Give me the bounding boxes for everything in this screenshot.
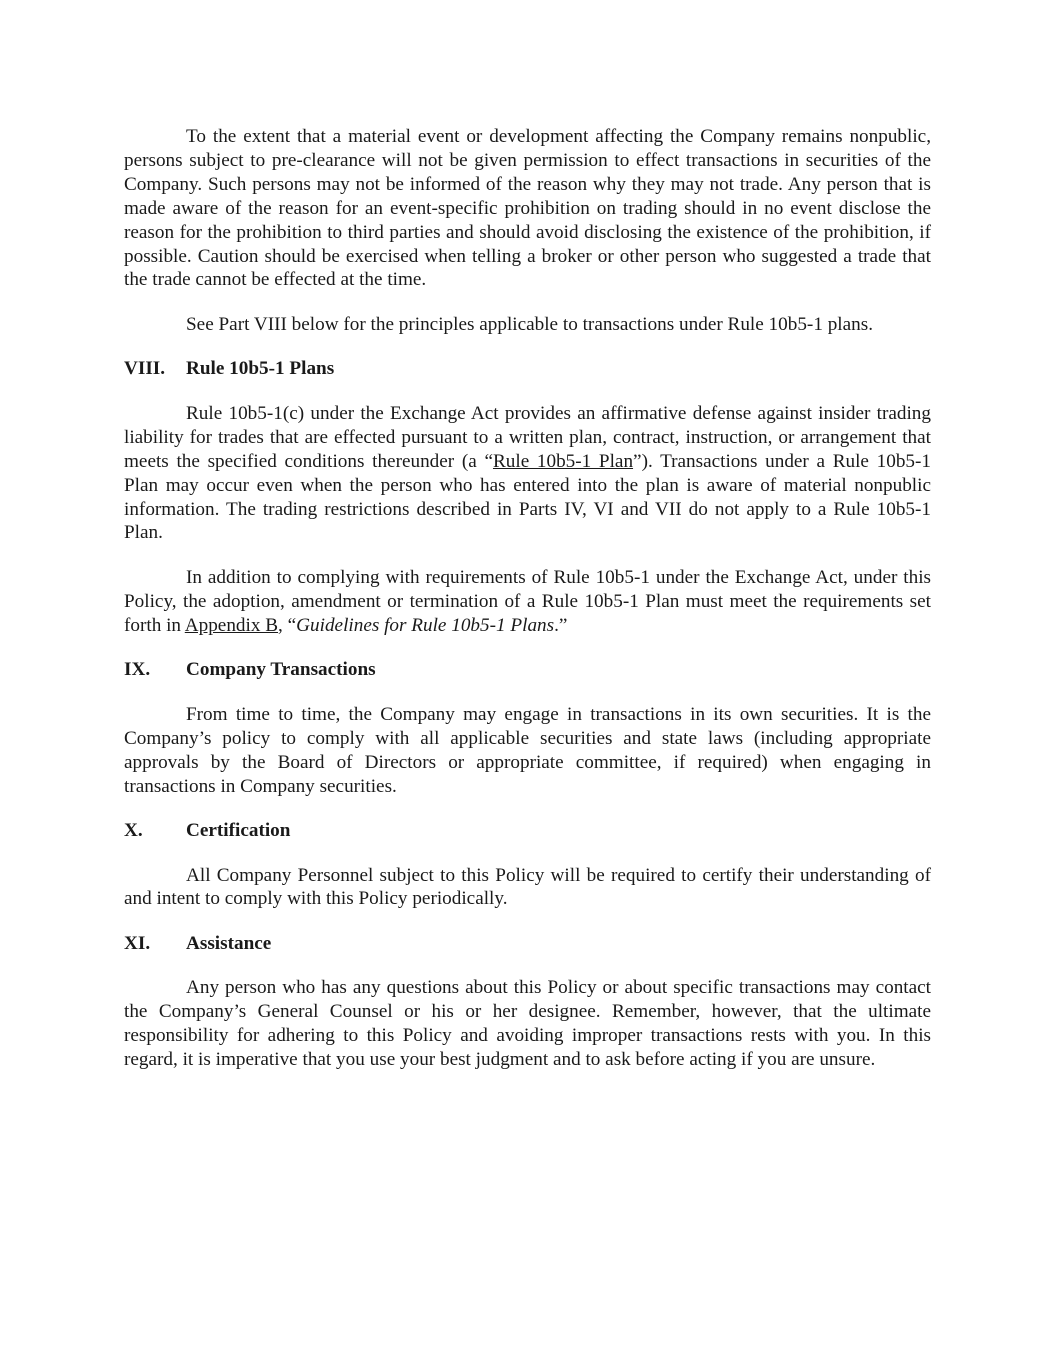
section-title: Certification <box>186 820 291 841</box>
appendix-b-reference: Appendix B <box>184 614 279 636</box>
section-title: Rule 10b5-1 Plans <box>186 358 335 380</box>
paragraph-see-part-viii: See Part VIII below for the principles applicable to transactions under Rule 10b5-1 plans. <box>186 313 874 335</box>
document-page <box>124 125 931 1072</box>
text-run: ”). Transactions under a Rule 10b5-1 Plan may occur even when the person who has entered into the plan is aware of material nonpublic information. The trading restrictions described in Parts IV, VI and VII do not apply to a Rule 10b5-1 Plan. <box>124 450 931 544</box>
section-title: Company Transactions <box>186 659 376 681</box>
section-number: X. <box>124 820 143 841</box>
section-heading-viii <box>124 357 931 381</box>
paragraph-event-prohibition: To the extent that a material event or development affecting the Company remains nonpublic, persons subject to pre-clearance will not be given permission to effect transactions in securities of the Company. Such persons may not be informed of the reason why they may not trade. Any person that is made aware of the reason for an event-specific prohibition on trading should in no event disclose the reason for the prohibition to third parties and should avoid disclosing the existence of the prohibition, if possible. Caution should be exercised when telling a broker or other person who suggested a trade that the trade cannot be effected at the time. <box>124 126 931 291</box>
paragraph-plan-requirements <box>124 566 931 638</box>
paragraph-assistance: Any person who has any questions about this Policy or about specific transactions may contact the Company’s General Counsel or his or her designee. Remember, however, that the ultimate responsibility for adhering to this Policy and avoiding improper transactions rests with you. In this regard, it is imperative that you use your best judgment and to ask before acting if you are unsure. <box>124 977 931 1071</box>
paragraph-certification: All Company Personnel subject to this Policy will be required to certify their understanding of and intent to comply with this Policy periodically. <box>124 864 931 910</box>
section-heading-x <box>124 819 931 843</box>
section-number: VIII. <box>124 358 166 380</box>
paragraph-rule-10b5-1-defense <box>124 402 931 545</box>
section-number: XI. <box>124 932 151 954</box>
guidelines-title: Guidelines for Rule 10b5-1 Plans <box>296 614 555 636</box>
text-run: .” <box>554 614 568 636</box>
defined-term-rule-10b5-1-plan: Rule 10b5-1 Plan <box>492 450 634 472</box>
section-number: IX. <box>124 659 151 681</box>
section-title: Assistance <box>186 932 272 954</box>
text-run: Rule 10b5-1(c) under the Exchange Act provides an affirmative defense against insider trading liability for trades that are effected pursuant to a written plan, contract, instruction, or arrangement that meets the specified conditions thereunder (a “ <box>124 402 931 472</box>
section-heading-xi <box>124 932 931 956</box>
text-run: In addition to complying with requirements of Rule 10b5-1 under the Exchange Act, under this Policy, the adoption, amendment or termination of a Rule 10b5-1 Plan must meet the requirements set forth in <box>124 566 931 636</box>
paragraph-company-transactions: From time to time, the Company may engage in transactions in its own securities. It is the Company’s policy to comply with all applicable securities and state laws (including appropriate approvals by the Board of Directors or appropriate committee, if required) when engaging in transactions in Company securities. <box>124 703 931 797</box>
text-run: , “ <box>278 614 297 636</box>
section-heading-ix <box>124 658 931 682</box>
